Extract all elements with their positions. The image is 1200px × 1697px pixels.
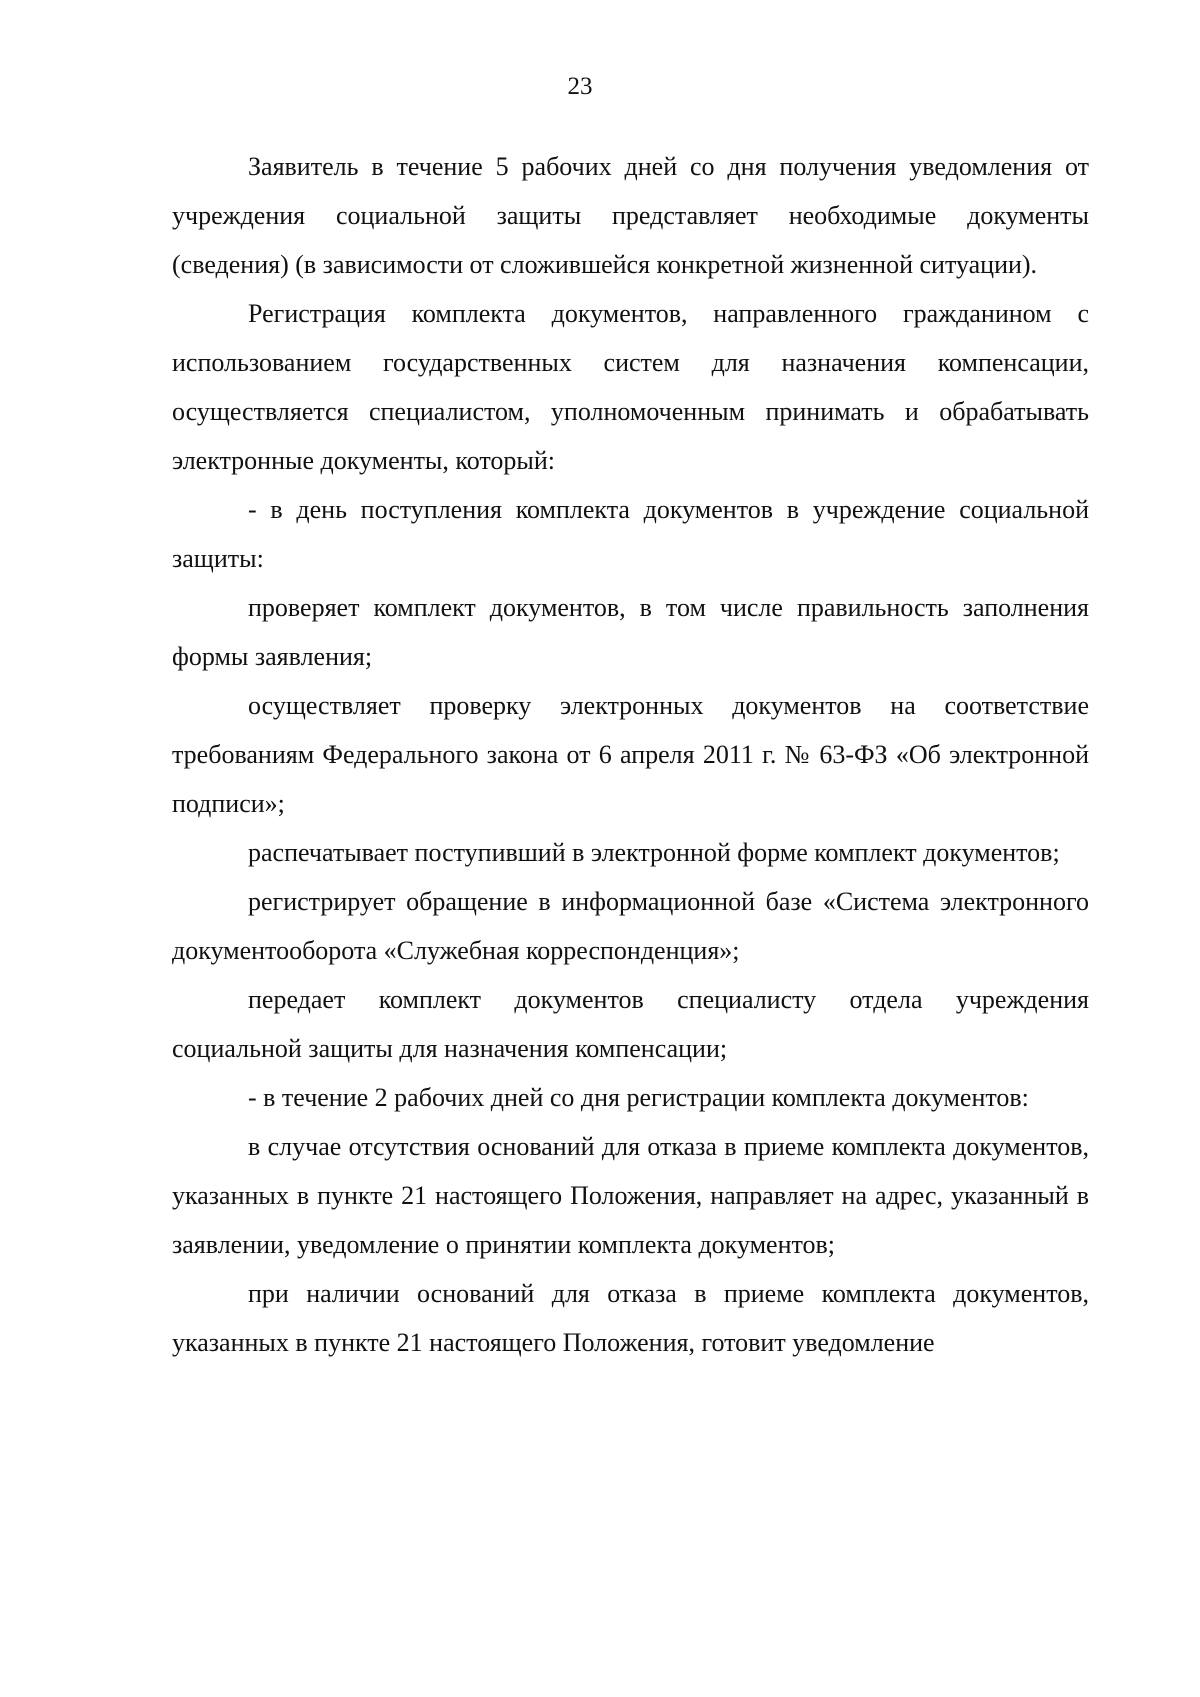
paragraph-refusal-notice: при наличии оснований для отказа в приеме комплекта документов, указанных в пункте 21 настоящего Положения, готовит уведомление xyxy=(172,1279,1089,1357)
paragraph-registration: Регистрация комплекта документов, направленного гражданином с использованием государственных систем для назначения компенсации, осуществляется специалистом, уполномоченным принимать и обрабатывать электронные документы, который: xyxy=(172,299,1089,475)
document-body xyxy=(172,142,1089,1367)
paragraph-on-receipt-day: - в день поступления комплекта документов в учреждение социальной защиты: xyxy=(172,495,1089,573)
paragraph-registers-request: регистрирует обращение в информационной базе «Система электронного документооборота «Служебная корреспонденция»; xyxy=(172,887,1089,965)
paragraph-applicant-deadline: Заявитель в течение 5 рабочих дней со дня получения уведомления от учреждения социальной защиты представляет необходимые документы (сведения) (в зависимости от сложившейся конкретной жизненной ситуации). xyxy=(172,152,1089,279)
paragraph-checks-set: проверяет комплект документов, в том числе правильность заполнения формы заявления; xyxy=(172,593,1089,671)
paragraph-verifies-signature: осуществляет проверку электронных документов на соответствие требованиям Федерального закона от 6 апреля 2011 г. № 63-ФЗ «Об электронной подписи»; xyxy=(172,691,1089,818)
paragraph-prints-documents: распечатывает поступивший в электронной форме комплект документов; xyxy=(248,838,1060,867)
paragraph-transfers-documents: передает комплект документов специалисту отдела учреждения социальной защиты для назначения компенсации; xyxy=(172,985,1089,1063)
paragraph-acceptance-notice: в случае отсутствия оснований для отказа в приеме комплекта документов, указанных в пункте 21 настоящего Положения, направляет на адрес, указанный в заявлении, уведомление о принятии комплекта документов; xyxy=(172,1132,1089,1259)
paragraph-within-two-days: - в течение 2 рабочих дней со дня регистрации комплекта документов: xyxy=(248,1083,1029,1112)
page-number: 23 xyxy=(567,73,593,100)
